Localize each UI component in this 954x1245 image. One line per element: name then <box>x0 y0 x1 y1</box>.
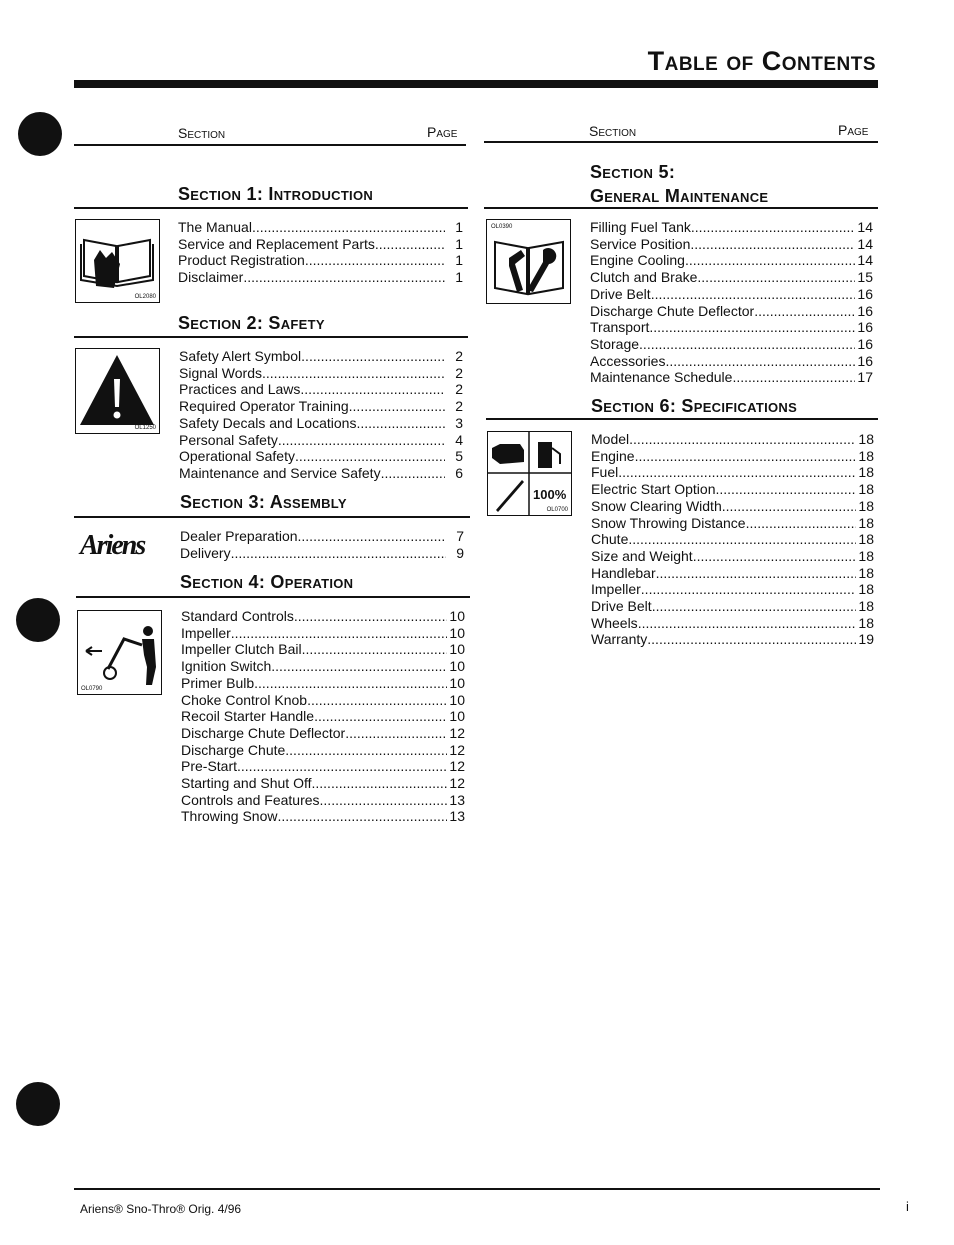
toc-entry[interactable]: Service and Replacement Parts ..... 1 <box>178 236 463 253</box>
toc-entry[interactable]: Drive Belt ..... 16 <box>590 286 873 303</box>
toc-entry[interactable]: Electric Start Option ..... 18 <box>591 481 874 498</box>
toc-entry[interactable]: Practices and Laws ..... 2 <box>179 381 463 398</box>
safety-alert-icon: OL1250 <box>75 348 160 434</box>
section-3-heading: Section 3: Assembly <box>180 492 347 512</box>
section-3-list <box>180 528 464 561</box>
section-5-heading: Section 5: General Maintenance <box>590 162 769 206</box>
toc-entry[interactable]: Impeller Clutch Bail ..... 10 <box>181 641 465 658</box>
section-col-header: Section <box>178 125 226 141</box>
footer-text: Ariens® Sno-Thro® Orig. 4/96 <box>80 1202 242 1216</box>
toc-entry[interactable]: Discharge Chute ..... 12 <box>181 742 465 759</box>
toc-entry[interactable]: Snow Throwing Distance ..... 18 <box>591 515 874 532</box>
toc-entry[interactable]: Pre-Start ..... 12 <box>181 758 465 775</box>
toc-entry[interactable]: Clutch and Brake ..... 15 <box>590 269 873 286</box>
toc-entry[interactable]: Discharge Chute Deflector ..... 12 <box>181 725 465 742</box>
maintenance-tools-icon: OL0390 <box>486 219 571 304</box>
section-1-rule <box>74 207 468 209</box>
toc-entry[interactable]: Model ..... 18 <box>591 431 874 448</box>
toc-entry[interactable]: Impeller ..... 18 <box>591 581 874 598</box>
section-1-list <box>178 219 463 286</box>
toc-entry[interactable]: Safety Decals and Locations ..... 3 <box>179 415 463 432</box>
toc-entry[interactable]: Throwing Snow ..... 13 <box>181 808 465 825</box>
toc-entry[interactable]: Warranty ..... 19 <box>591 631 874 648</box>
footer-rule <box>74 1188 880 1190</box>
page-col-header: Page <box>427 124 458 140</box>
toc-entry[interactable]: Primer Bulb ..... 10 <box>181 675 465 692</box>
toc-entry[interactable]: Impeller ..... 10 <box>181 625 465 642</box>
toc-entry[interactable]: Handlebar ..... 18 <box>591 565 874 582</box>
toc-entry[interactable]: Dealer Preparation ..... 7 <box>180 528 464 545</box>
toc-entry[interactable]: Chute ..... 18 <box>591 531 874 548</box>
section-3-rule <box>74 516 470 518</box>
toc-entry[interactable]: Safety Alert Symbol ..... 2 <box>179 348 463 365</box>
section-4-rule <box>76 596 470 598</box>
section-2-list <box>179 348 463 482</box>
toc-entry[interactable]: Standard Controls ..... 10 <box>181 608 465 625</box>
header-rule-left <box>74 144 466 146</box>
percent-label: 100% <box>533 487 567 502</box>
toc-entry[interactable]: Choke Control Knob ..... 10 <box>181 692 465 709</box>
toc-entry[interactable]: Recoil Starter Handle ..... 10 <box>181 708 465 725</box>
toc-entry[interactable]: Discharge Chute Deflector ..... 16 <box>590 303 873 320</box>
manual-book-icon: OL2080 <box>75 219 160 303</box>
section-4-list <box>181 608 465 825</box>
toc-entry[interactable]: Maintenance Schedule ..... 17 <box>590 369 873 386</box>
title-bar-rule <box>74 80 878 88</box>
toc-entry[interactable]: Size and Weight ..... 18 <box>591 548 874 565</box>
ariens-logo: Ariens <box>80 530 145 561</box>
toc-entry[interactable]: Controls and Features ..... 13 <box>181 792 465 809</box>
toc-entry[interactable]: Personal Safety ..... 4 <box>179 432 463 449</box>
binder-hole-top <box>18 112 62 156</box>
toc-entry[interactable]: Product Registration ..... 1 <box>178 252 463 269</box>
specifications-icon: 100% OL0700 <box>487 431 572 516</box>
toc-entry[interactable]: Ignition Switch ..... 10 <box>181 658 465 675</box>
page-number: i <box>906 1199 909 1214</box>
toc-entry[interactable]: Filling Fuel Tank ..... 14 <box>590 219 873 236</box>
section-6-rule <box>486 418 878 420</box>
toc-entry[interactable]: Operational Safety ..... 5 <box>179 448 463 465</box>
toc-entry[interactable]: Drive Belt ..... 18 <box>591 598 874 615</box>
section-6-list <box>591 431 874 648</box>
toc-entry[interactable]: Disclaimer ..... 1 <box>178 269 463 286</box>
section-4-heading: Section 4: Operation <box>180 572 354 592</box>
binder-hole-bottom <box>16 1082 60 1126</box>
toc-entry[interactable]: The Manual ..... 1 <box>178 219 463 236</box>
toc-entry[interactable]: Delivery ..... 9 <box>180 545 464 562</box>
toc-entry[interactable]: Maintenance and Service Safety ..... 6 <box>179 465 463 482</box>
toc-entry[interactable]: Engine ..... 18 <box>591 448 874 465</box>
toc-entry[interactable]: Service Position ..... 14 <box>590 236 873 253</box>
operator-snowthrower-icon: OL0790 <box>77 610 162 695</box>
page-title: Table of Contents <box>647 46 876 76</box>
page-col-header-right: Page <box>838 122 869 138</box>
toc-entry[interactable]: Transport ..... 16 <box>590 319 873 336</box>
toc-entry[interactable]: Fuel ..... 18 <box>591 464 874 481</box>
binder-hole-middle <box>16 598 60 642</box>
header-rule-right <box>484 141 878 143</box>
section-5-list <box>590 219 873 386</box>
section-2-rule <box>74 336 468 338</box>
toc-entry[interactable]: Snow Clearing Width ..... 18 <box>591 498 874 515</box>
section-col-header-right: Section <box>589 123 637 139</box>
toc-entry[interactable]: Signal Words ..... 2 <box>179 365 463 382</box>
toc-entry[interactable]: Required Operator Training ..... 2 <box>179 398 463 415</box>
toc-entry[interactable]: Wheels ..... 18 <box>591 615 874 632</box>
toc-entry[interactable]: Engine Cooling ..... 14 <box>590 252 873 269</box>
section-1-heading: Section 1: Introduction <box>178 184 374 204</box>
section-2-heading: Section 2: Safety <box>178 313 325 333</box>
section-5-rule <box>484 207 878 209</box>
section-6-heading: Section 6: Specifications <box>591 396 798 416</box>
toc-entry[interactable]: Starting and Shut Off ..... 12 <box>181 775 465 792</box>
toc-entry[interactable]: Storage ..... 16 <box>590 336 873 353</box>
toc-entry[interactable]: Accessories ..... 16 <box>590 353 873 370</box>
